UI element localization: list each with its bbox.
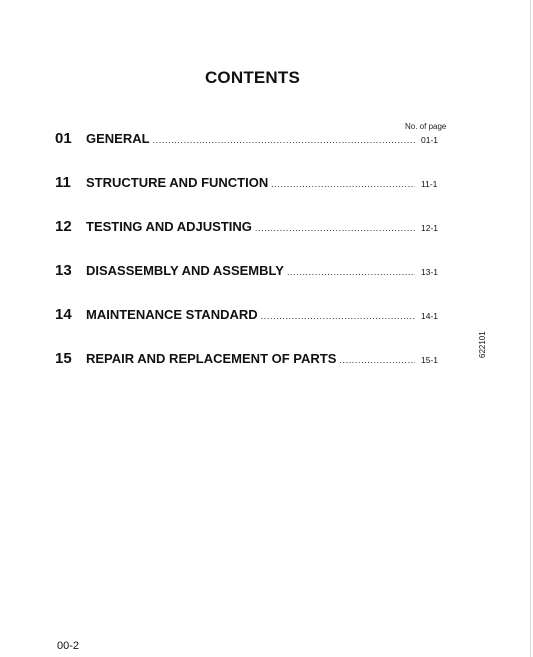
page-edge (530, 0, 531, 657)
toc-entry-page: 01-1 (421, 135, 439, 145)
toc-entry[interactable] (55, 350, 445, 368)
dot-leader (261, 311, 415, 321)
page-number: 00-2 (57, 640, 80, 652)
dot-leader (271, 179, 415, 189)
toc-entry-number: 01 (55, 130, 72, 147)
toc-entry[interactable] (55, 218, 445, 236)
toc-entry-number: 12 (55, 218, 72, 235)
toc-entry-label: REPAIR AND REPLACEMENT OF PARTS (86, 351, 337, 366)
toc-entry-number: 11 (55, 174, 71, 191)
toc-entry-label: MAINTENANCE STANDARD (86, 307, 258, 322)
toc-entry-page: 14-1 (421, 311, 439, 321)
toc-entry[interactable] (55, 130, 445, 148)
toc-entry-number: 14 (55, 306, 72, 323)
toc-entry-page: 15-1 (421, 355, 439, 365)
page-column-header: No. of page (405, 122, 447, 131)
toc-entry-number: 15 (55, 350, 72, 367)
dot-leader (255, 223, 415, 233)
toc-entry-number: 13 (55, 262, 72, 279)
dot-leader (153, 135, 415, 145)
page-title: CONTENTS (204, 68, 301, 87)
dot-leader (287, 267, 415, 277)
toc-entry-label: GENERAL (86, 131, 150, 146)
dot-leader (339, 355, 415, 365)
toc-entry-page: 13-1 (421, 267, 439, 277)
toc-entry-label: TESTING AND ADJUSTING (86, 219, 252, 234)
side-code-rotated: 622101 (478, 331, 487, 358)
toc-entry-page: 11-1 (421, 179, 438, 189)
toc-entry-label: DISASSEMBLY AND ASSEMBLY (86, 263, 284, 278)
toc-entry-page: 12-1 (421, 223, 439, 233)
toc-entry[interactable] (55, 306, 445, 324)
toc-entry-label: STRUCTURE AND FUNCTION (86, 175, 269, 190)
toc-entry[interactable] (55, 262, 445, 280)
toc-entry[interactable] (55, 174, 445, 192)
